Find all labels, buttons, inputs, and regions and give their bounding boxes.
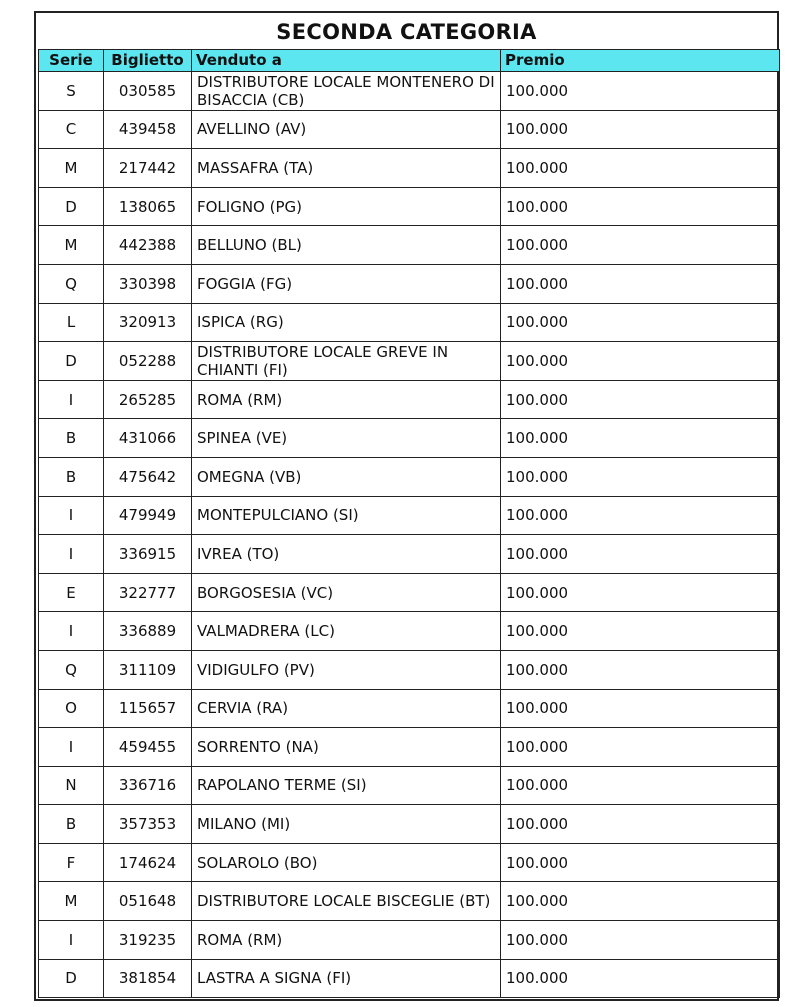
cell-serie: D bbox=[39, 959, 104, 998]
table-body bbox=[39, 72, 780, 998]
table-row bbox=[39, 921, 780, 960]
cell-venduto: AVELLINO (AV) bbox=[192, 110, 501, 149]
column-header-premio: Premio bbox=[501, 50, 780, 72]
cell-venduto: LASTRA A SIGNA (FI) bbox=[192, 959, 501, 998]
table-row bbox=[39, 187, 780, 226]
cell-serie: L bbox=[39, 303, 104, 342]
cell-biglietto: 330398 bbox=[104, 264, 192, 303]
cell-venduto: FOLIGNO (PG) bbox=[192, 187, 501, 226]
cell-premio: 100.000 bbox=[501, 303, 780, 342]
cell-biglietto: 357353 bbox=[104, 805, 192, 844]
cell-biglietto: 459455 bbox=[104, 728, 192, 767]
cell-serie: B bbox=[39, 419, 104, 458]
cell-venduto: MILANO (MI) bbox=[192, 805, 501, 844]
cell-venduto: FOGGIA (FG) bbox=[192, 264, 501, 303]
table-row bbox=[39, 959, 780, 998]
table-row bbox=[39, 226, 780, 265]
cell-venduto: ROMA (RM) bbox=[192, 380, 501, 419]
cell-premio: 100.000 bbox=[501, 149, 780, 188]
table-row bbox=[39, 496, 780, 535]
cell-venduto: SORRENTO (NA) bbox=[192, 728, 501, 767]
cell-serie: M bbox=[39, 226, 104, 265]
cell-biglietto: 336716 bbox=[104, 766, 192, 805]
table-row bbox=[39, 728, 780, 767]
cell-premio: 100.000 bbox=[501, 264, 780, 303]
cell-premio: 100.000 bbox=[501, 342, 780, 381]
cell-premio: 100.000 bbox=[501, 766, 780, 805]
cell-serie: I bbox=[39, 496, 104, 535]
cell-venduto: SPINEA (VE) bbox=[192, 419, 501, 458]
cell-venduto: BORGOSESIA (VC) bbox=[192, 573, 501, 612]
cell-serie: Q bbox=[39, 650, 104, 689]
cell-serie: Q bbox=[39, 264, 104, 303]
cell-venduto: RAPOLANO TERME (SI) bbox=[192, 766, 501, 805]
cell-premio: 100.000 bbox=[501, 380, 780, 419]
column-header-biglietto: Biglietto bbox=[104, 50, 192, 72]
cell-serie: B bbox=[39, 457, 104, 496]
cell-premio: 100.000 bbox=[501, 650, 780, 689]
table-row bbox=[39, 882, 780, 921]
table-row bbox=[39, 805, 780, 844]
cell-biglietto: 052288 bbox=[104, 342, 192, 381]
cell-serie: D bbox=[39, 187, 104, 226]
cell-serie: B bbox=[39, 805, 104, 844]
cell-biglietto: 475642 bbox=[104, 457, 192, 496]
cell-biglietto: 381854 bbox=[104, 959, 192, 998]
cell-premio: 100.000 bbox=[501, 573, 780, 612]
cell-premio: 100.000 bbox=[501, 535, 780, 574]
cell-premio: 100.000 bbox=[501, 612, 780, 651]
table-row bbox=[39, 342, 780, 381]
cell-premio: 100.000 bbox=[501, 959, 780, 998]
cell-biglietto: 174624 bbox=[104, 843, 192, 882]
cell-venduto: SOLAROLO (BO) bbox=[192, 843, 501, 882]
cell-serie: I bbox=[39, 380, 104, 419]
cell-serie: E bbox=[39, 573, 104, 612]
table-row bbox=[39, 457, 780, 496]
cell-serie: M bbox=[39, 149, 104, 188]
header-row bbox=[39, 50, 780, 72]
table-header bbox=[39, 50, 780, 72]
cell-biglietto: 431066 bbox=[104, 419, 192, 458]
cell-serie: F bbox=[39, 843, 104, 882]
cell-serie: I bbox=[39, 728, 104, 767]
cell-biglietto: 336915 bbox=[104, 535, 192, 574]
table-row bbox=[39, 612, 780, 651]
cell-venduto: MASSAFRA (TA) bbox=[192, 149, 501, 188]
cell-biglietto: 320913 bbox=[104, 303, 192, 342]
cell-biglietto: 336889 bbox=[104, 612, 192, 651]
cell-venduto: DISTRIBUTORE LOCALE GREVE IN CHIANTI (FI) bbox=[192, 342, 501, 381]
table-row bbox=[39, 535, 780, 574]
cell-premio: 100.000 bbox=[501, 843, 780, 882]
table-row bbox=[39, 110, 780, 149]
cell-serie: O bbox=[39, 689, 104, 728]
table-row bbox=[39, 650, 780, 689]
table-row bbox=[39, 766, 780, 805]
column-header-venduto: Venduto a bbox=[192, 50, 501, 72]
cell-venduto: ISPICA (RG) bbox=[192, 303, 501, 342]
cell-premio: 100.000 bbox=[501, 805, 780, 844]
cell-premio: 100.000 bbox=[501, 921, 780, 960]
cell-biglietto: 442388 bbox=[104, 226, 192, 265]
cell-biglietto: 319235 bbox=[104, 921, 192, 960]
table-row bbox=[39, 689, 780, 728]
cell-venduto: BELLUNO (BL) bbox=[192, 226, 501, 265]
page-title: SECONDA CATEGORIA bbox=[276, 20, 537, 44]
table-row bbox=[39, 264, 780, 303]
cell-serie: I bbox=[39, 535, 104, 574]
cell-serie: D bbox=[39, 342, 104, 381]
cell-biglietto: 217442 bbox=[104, 149, 192, 188]
table-row bbox=[39, 72, 780, 111]
cell-serie: I bbox=[39, 612, 104, 651]
cell-venduto: OMEGNA (VB) bbox=[192, 457, 501, 496]
cell-serie: N bbox=[39, 766, 104, 805]
table-row bbox=[39, 149, 780, 188]
cell-premio: 100.000 bbox=[501, 689, 780, 728]
cell-venduto: VIDIGULFO (PV) bbox=[192, 650, 501, 689]
cell-premio: 100.000 bbox=[501, 187, 780, 226]
cell-serie: S bbox=[39, 72, 104, 111]
cell-serie: C bbox=[39, 110, 104, 149]
cell-biglietto: 322777 bbox=[104, 573, 192, 612]
cell-premio: 100.000 bbox=[501, 728, 780, 767]
cell-venduto: MONTEPULCIANO (SI) bbox=[192, 496, 501, 535]
cell-premio: 100.000 bbox=[501, 226, 780, 265]
cell-venduto: ROMA (RM) bbox=[192, 921, 501, 960]
cell-biglietto: 311109 bbox=[104, 650, 192, 689]
cell-biglietto: 138065 bbox=[104, 187, 192, 226]
cell-venduto: VALMADRERA (LC) bbox=[192, 612, 501, 651]
cell-venduto: IVREA (TO) bbox=[192, 535, 501, 574]
cell-serie: M bbox=[39, 882, 104, 921]
column-header-serie: Serie bbox=[39, 50, 104, 72]
cell-premio: 100.000 bbox=[501, 110, 780, 149]
cell-venduto: DISTRIBUTORE LOCALE BISCEGLIE (BT) bbox=[192, 882, 501, 921]
cell-venduto: CERVIA (RA) bbox=[192, 689, 501, 728]
cell-premio: 100.000 bbox=[501, 457, 780, 496]
cell-venduto: DISTRIBUTORE LOCALE MONTENERO DI BISACCIA (CB) bbox=[192, 72, 501, 111]
cell-premio: 100.000 bbox=[501, 72, 780, 111]
cell-premio: 100.000 bbox=[501, 419, 780, 458]
cell-biglietto: 439458 bbox=[104, 110, 192, 149]
cell-biglietto: 265285 bbox=[104, 380, 192, 419]
cell-biglietto: 051648 bbox=[104, 882, 192, 921]
cell-biglietto: 030585 bbox=[104, 72, 192, 111]
table-row bbox=[39, 843, 780, 882]
cell-premio: 100.000 bbox=[501, 496, 780, 535]
table-row bbox=[39, 419, 780, 458]
table-row bbox=[39, 303, 780, 342]
cell-biglietto: 115657 bbox=[104, 689, 192, 728]
cell-serie: I bbox=[39, 921, 104, 960]
cell-premio: 100.000 bbox=[501, 882, 780, 921]
table-row bbox=[39, 380, 780, 419]
cell-biglietto: 479949 bbox=[104, 496, 192, 535]
table-row bbox=[39, 573, 780, 612]
prize-table bbox=[38, 49, 780, 998]
